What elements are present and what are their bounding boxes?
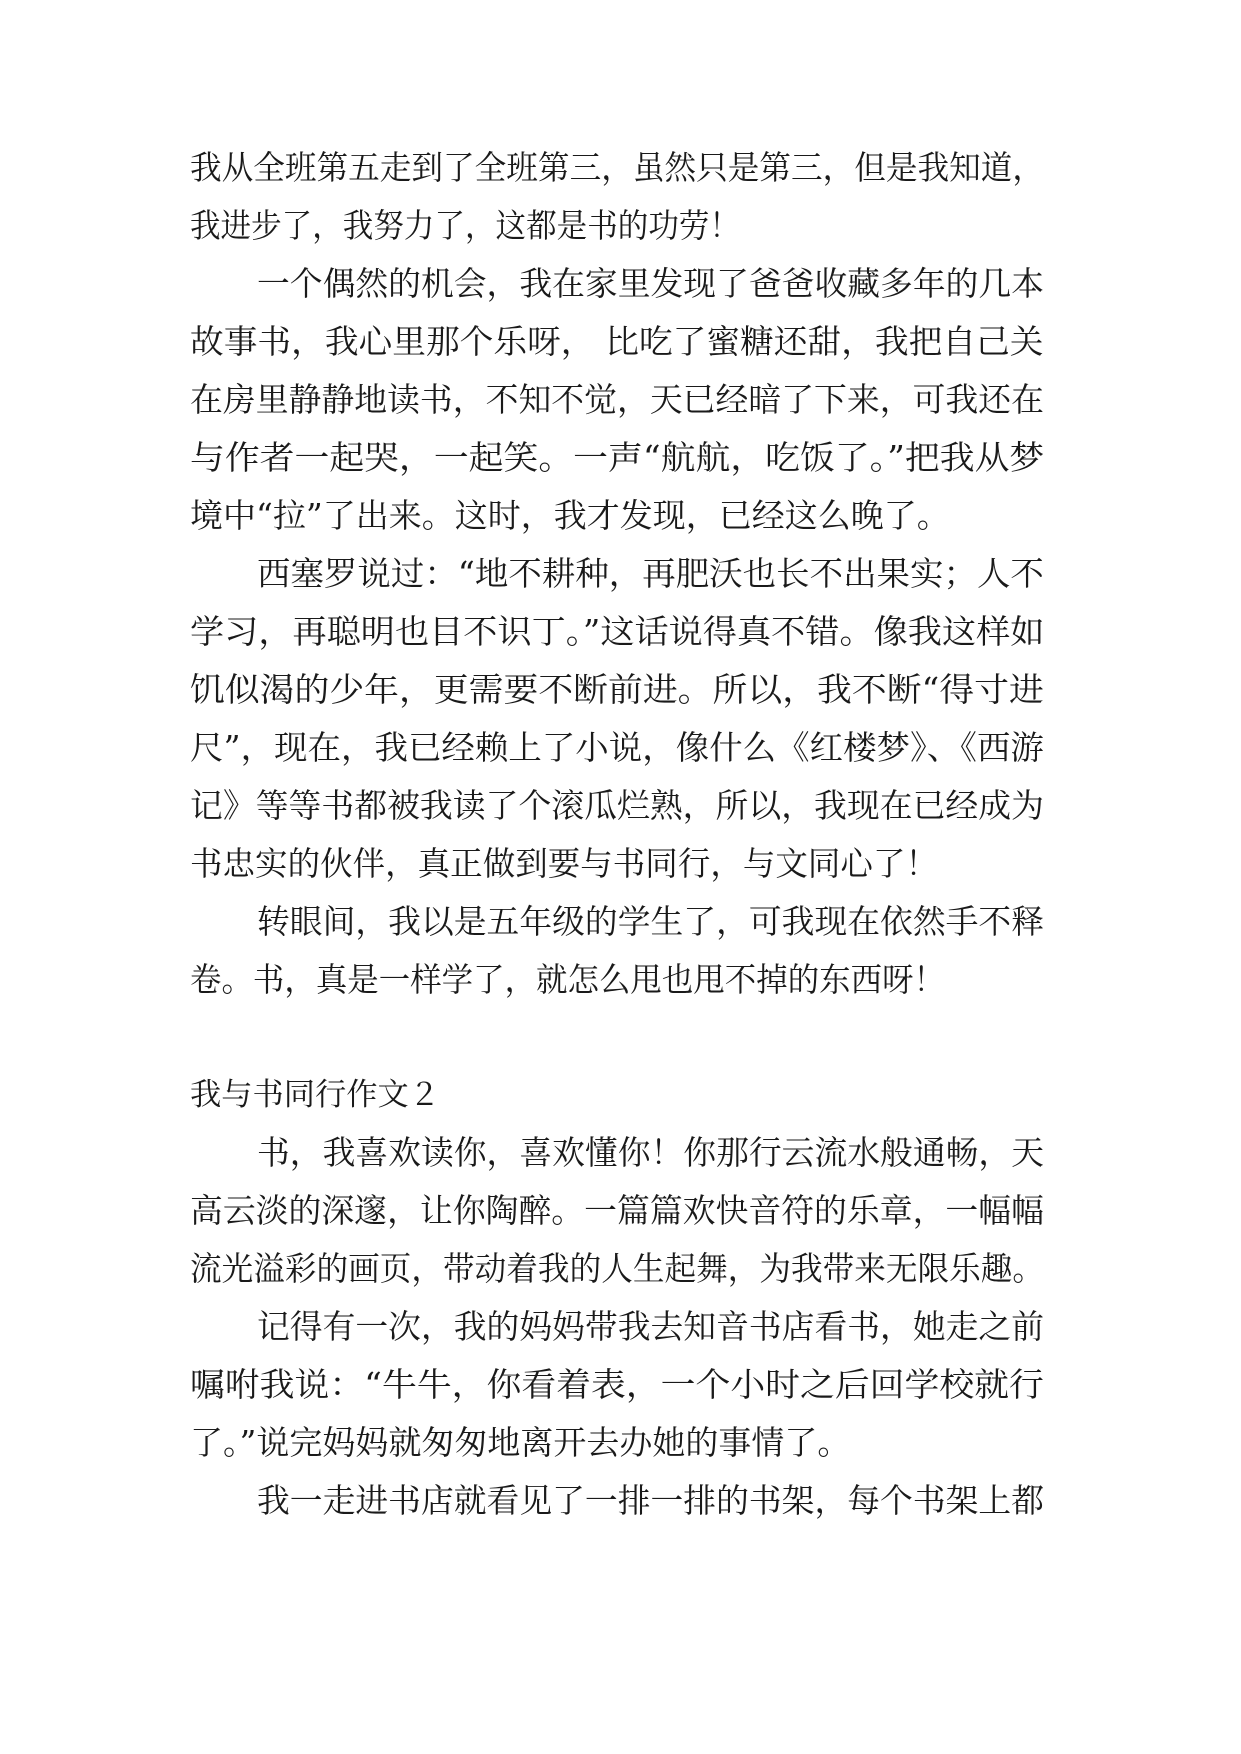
- text-line: 学习，再聪明也目不识丁。”这话说得真不错。像我这样如: [190, 612, 1045, 651]
- text-line: 了。”说完妈妈就匆匆地离开去办她的事情了。: [190, 1423, 851, 1462]
- text-line: 我一走进书店就看见了一排一排的书架，每个书架上都: [257, 1481, 1045, 1520]
- text-line: 尺”，现在，我已经赖上了小说，像什么《红楼梦》、《西游: [190, 728, 1044, 767]
- text-line: 记》等等书都被我读了个滚瓜烂熟，所以，我现在已经成为: [190, 786, 1044, 825]
- text-line: 故事书，我心里那个乐呀， 比吃了蜜糖还甜，我把自己关: [190, 322, 1044, 361]
- text-line: 境中“拉”了出来。这时，我才发现，已经这么晚了。: [190, 496, 950, 535]
- section-heading: 我与书同行作文２: [190, 1077, 441, 1113]
- text-line: 与作者一起哭，一起笑。一声“航航，吃饭了。”把我从梦: [190, 438, 1045, 477]
- text-line: 高云淡的深邃，让你陶醉。一篇篇欢快音符的乐章，一幅幅: [190, 1191, 1044, 1230]
- text-line: 嘱咐我说：“牛牛，你看着表，一个小时之后回学校就行: [190, 1365, 1044, 1404]
- text-line: 饥似渴的少年，更需要不断前进。所以，我不断“得寸进: [190, 670, 1044, 709]
- text-line: 一个偶然的机会，我在家里发现了爸爸收藏多年的几本: [257, 264, 1045, 303]
- text-line: 流光溢彩的画页，带动着我的人生起舞，为我带来无限乐趣。: [190, 1249, 1045, 1288]
- text-line: 我从全班第五走到了全班第三，虽然只是第三，但是我知道，: [190, 148, 1045, 187]
- text-line: 在房里静静地读书，不知不觉，天已经暗了下来，可我还在: [190, 380, 1044, 419]
- text-line: 书忠实的伙伴，真正做到要与书同行，与文同心了！: [190, 844, 938, 883]
- text-line: 转眼间，我以是五年级的学生了，可我现在依然手不释: [257, 902, 1045, 941]
- text-line: 卷。书，真是一样学了，就怎么甩也甩不掉的东西呀！: [190, 960, 946, 999]
- text-line: 我进步了，我努力了，这都是书的功劳！: [190, 206, 740, 245]
- text-line: 书，我喜欢读你，喜欢懂你！你那行云流水般通畅，天: [257, 1133, 1045, 1172]
- text-line: 西塞罗说过：“地不耕种，再肥沃也长不出果实；人不: [257, 554, 1044, 593]
- text-line: 记得有一次，我的妈妈带我去知音书店看书，她走之前: [257, 1307, 1045, 1346]
